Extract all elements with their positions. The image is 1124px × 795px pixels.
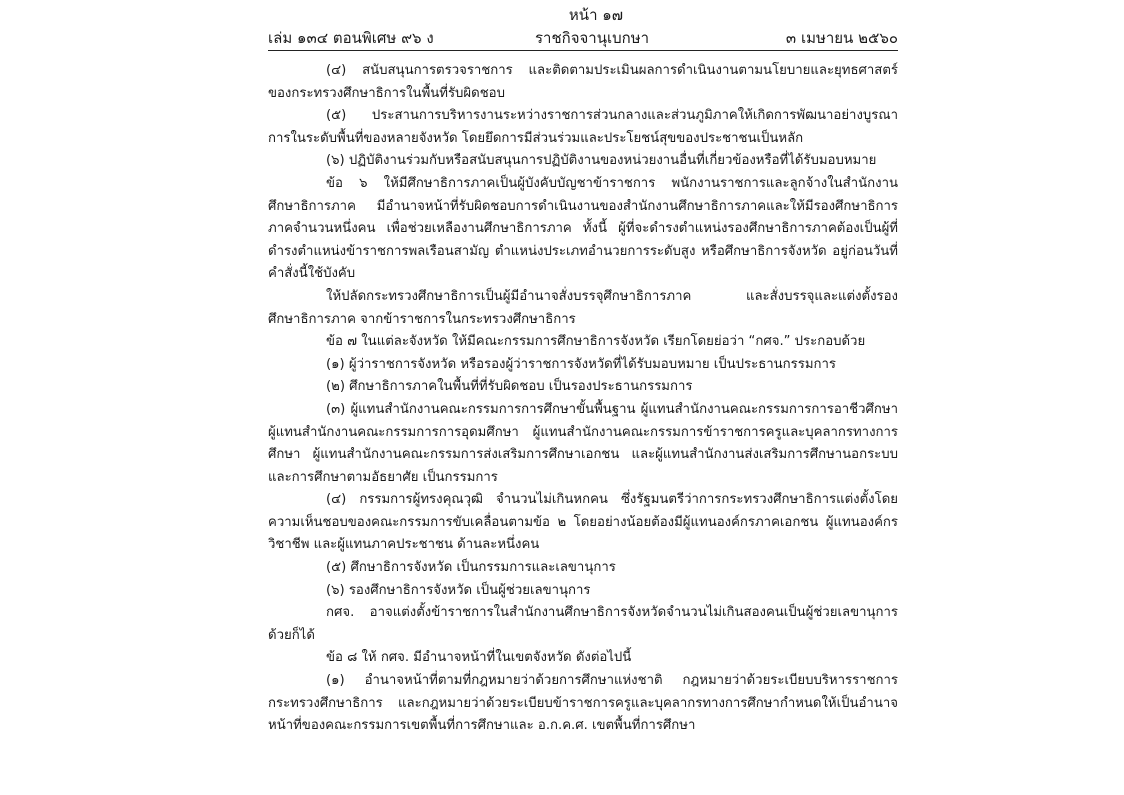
- page-number: หน้า ๑๗: [568, 6, 624, 24]
- page-header: [268, 4, 898, 51]
- header-row: [268, 26, 898, 51]
- clause-7-item-1: (๑) ผู้ว่าราชการจังหวัด หรือรองผู้ว่าราชการจังหวัดที่ได้รับมอบหมาย เป็นประธานกรรมการ: [326, 356, 836, 372]
- clause-7-item-3: (๓) ผู้แทนสำนักงานคณะกรรมการการศึกษาขั้นพื้นฐาน ผู้แทนสำนักงานคณะกรรมการการอาชีวศึกษา ผู้แทนสำนักงานคณะกรรมการการอุดมศึกษา ผู้แทนสำนักงานคณะกรรมการข้าราชการครูและบุคลากรทางการศึกษา ผู้แทนสำนักงานคณะกรรมการส่งเสริมการศึกษาเอกชน และผู้แทนสำนักงานส่งเสริมการศึกษานอกระบบและการศึกษาตามอัธยาศัย เป็นกรรมการ: [268, 401, 898, 485]
- clause-8-item-1: (๑) อำนาจหน้าที่ตามที่กฎหมายว่าด้วยการศึกษาแห่งชาติ กฎหมายว่าด้วยระเบียบบริหารราชการกระทรวงศึกษาธิการ และกฎหมายว่าด้วยระเบียบข้าราชการครูและบุคลากรทางการศึกษากำหนดให้เป็นอำนาจหน้าที่ของคณะกรรมการเขตพื้นที่การศึกษาและ อ.ก.ค.ศ. เขตพื้นที่การศึกษา: [268, 673, 898, 734]
- paragraph-5-coordination: (๕) ประสานการบริหารงานระหว่างราชการส่วนกลางและส่วนภูมิภาคให้เกิดการพัฒนาอย่างบูรณาการในระดับพื้นที่ของหลายจังหวัด โดยยึดการมีส่วนร่วมและประโยชน์สุขของประชาชนเป็นหลัก: [268, 108, 898, 146]
- clause-7-item-6: (๖) รองศึกษาธิการจังหวัด เป็นผู้ช่วยเลขานุการ: [326, 582, 591, 598]
- clause-8: ข้อ ๘ ให้ กศจ. มีอำนาจหน้าที่ในเขตจังหวัด ดังต่อไปนี้: [326, 650, 632, 666]
- clause-6: ข้อ ๖ ให้มีศึกษาธิการภาคเป็นผู้บังคับบัญชาข้าราชการ พนักงานราชการและลูกจ้างในสำนักงานศึกษาธิการภาค มีอำนาจหน้าที่รับผิดชอบการดำเนินงานของสำนักงานศึกษาธิการภาคและให้มีรองศึกษาธิการภาคจำนวนหนึ่งคน เพื่อช่วยเหลืองานศึกษาธิการภาค ทั้งนี้ ผู้ที่จะดำรงตำแหน่งรองศึกษาธิการภาคต้องเป็นผู้ที่ดำรงตำแหน่งข้าราชการพลเรือนสามัญ ตำแหน่งประเภทอำนวยการระดับสูง หรือศึกษาธิการจังหวัด อยู่ก่อนวันที่คำสั่งนี้ใช้บังคับ: [268, 175, 898, 282]
- clause-6-appointment: ให้ปลัดกระทรวงศึกษาธิการเป็นผู้มีอำนาจสั่งบรรจุศึกษาธิการภาค และสั่งบรรจุและแต่งตั้งรองศึกษาธิการภาค จากข้าราชการในกระทรวงศึกษาธิการ: [268, 288, 898, 327]
- publication-date: ๓ เมษายน ๒๕๖๐: [785, 29, 898, 47]
- clause-7-item-2: (๒) ศึกษาธิการภาคในพื้นที่ที่รับผิดชอบ เป็นรองประธานกรรมการ: [326, 379, 693, 395]
- volume-issue: เล่ม ๑๓๔ ตอนพิเศษ ๙๖ ง: [268, 29, 434, 47]
- document-body: [268, 60, 898, 738]
- clause-7-item-4: (๔) กรรมการผู้ทรงคุณวุฒิ จำนวนไม่เกินหกคน ซึ่งรัฐมนตรีว่าการกระทรวงศึกษาธิการแต่งตั้งโดยความเห็นชอบของคณะกรรมการขับเคลื่อนตามข้อ ๒ โดยอย่างน้อยต้องมีผู้แทนองค์กรภาคเอกชน ผู้แทนองค์กรวิชาชีพ และผู้แทนภาคประชาชน ด้านละหนึ่งคน: [268, 492, 898, 553]
- clause-7-item-5: (๕) ศึกษาธิการจังหวัด เป็นกรรมการและเลขานุการ: [326, 560, 616, 576]
- paragraph-6-collaboration: (๖) ปฏิบัติงานร่วมกับหรือสนับสนุนการปฏิบัติงานของหน่วยงานอื่นที่เกี่ยวข้องหรือที่ได้รับมอบหมาย: [326, 153, 877, 169]
- gazette-title: ราชกิจจานุเบกษา: [534, 29, 650, 47]
- paragraph-4-support-inspection: (๔) สนับสนุนการตรวจราชการ และติดตามประเมินผลการดำเนินงานตามนโยบายและยุทธศาสตร์ของกระทรวงศึกษาธิการในพื้นที่รับผิดชอบ: [268, 63, 898, 101]
- clause-7: ข้อ ๗ ในแต่ละจังหวัด ให้มีคณะกรรมการศึกษาธิการจังหวัด เรียกโดยย่อว่า “กศจ.” ประกอบด้วย: [326, 334, 866, 350]
- clause-7-assistants: กศจ. อาจแต่งตั้งข้าราชการในสำนักงานศึกษาธิการจังหวัดจำนวนไม่เกินสองคนเป็นผู้ช่วยเลขานุการด้วยก็ได้: [268, 605, 898, 643]
